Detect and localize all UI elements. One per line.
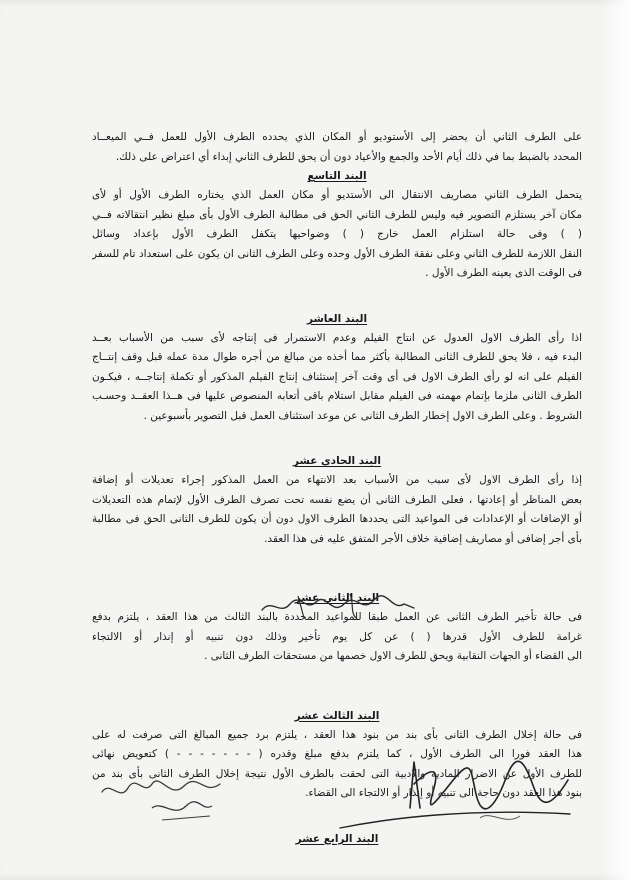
contract-text <box>92 128 582 849</box>
section-12-heading: البند الثانى عشر <box>294 592 380 604</box>
section-10-body <box>92 329 582 427</box>
section-10-heading: البند العاشر <box>306 312 368 325</box>
opening-paragraph <box>92 128 582 167</box>
text-line: النقل اللازمة للطرف الثاني وعلى نفقة الطرف الأول وحده وعلى الطرف الثانى ان يكون على استعداد تام للسفر <box>92 247 582 260</box>
text-line: المحدد بالضبط بما في ذلك أيام الأحد والجمع والأعياد دون أن يحق للطرف الثاني إبداء أي اعتراض على ذلك. <box>115 150 582 163</box>
text-line: فى الوقت الذى يعينه الطرف الأول . <box>425 267 582 279</box>
section-11-body <box>92 471 582 549</box>
text-line: فى حالة إخلال الطرف الثانى بأى بند من بنود هذا العقد ، يلتزم برد جميع المبالغ التى صرفت له على <box>92 728 582 741</box>
text-line: مكان آخر يستلزم التصوير فيه وليس للطرف الثاني الحق فى مطالبة الطرف الأول بأى مبلغ نظير انتقالاته فــي <box>92 208 582 221</box>
text-line: بعض المناظر أو إعادتها ، فعلى الطرف الثانى أن يضع نفسه تحت تصرف الطرف الأول لإتمام هذه التعديلات <box>92 493 582 506</box>
text-line: الى القضاء أو الجهات النقابية ويحق للطرف الاول خصمها من مستحقات الطرف الثانى . <box>204 650 582 662</box>
text-line: هذا العقد فورا الى الطرف الأول ، كما يلتزم بدفع مبلغ وقدره ( - - - - - - - ) كتعويض نهائى <box>92 748 582 760</box>
section-11-heading: البند الحادى عشر <box>293 455 381 467</box>
text-line: إذا رأى الطرف الاول لأى سبب من الأسباب بعد الانتهاء من العمل المذكور إجراء تعديلات أو إضافة <box>92 474 582 486</box>
text-line: اذا رأى الطرف الاول العدول عن انتاج الفيلم وعدم الاستمرار فى إنتاجه لأى سبب من الأسباب بعــد <box>92 331 582 344</box>
section-13-heading: البند الثالث عشر <box>294 709 380 722</box>
text-line: فى حالة تأخير الطرف الثانى عن العمل طبقا للمواعيد المحددة بالبند الثالث من هذا العقد ، يلتزم بدفع <box>92 611 582 623</box>
text-line: ( ) وفى حالة استلزام العمل خارج ( ) وضواحيها يتكفل الطرف الأول بإعداد وسائل <box>92 228 582 240</box>
handwritten-amount <box>258 590 418 624</box>
text-line: غرامة للطرف الأول قدرها ( ) عن كل يوم تأخير وذلك دون تنبيه أو إنذار أو الالتجاء <box>92 630 582 643</box>
text-line: على الطرف الثاني أن يحضر إلى الأستوديو أو المكان الذي يحدده الطرف الأول للعمل فــي الميعــاد <box>92 131 582 143</box>
section-9-body <box>92 186 582 284</box>
text-line: بأى أجر إضافى أو مصاريف إضافية خلاف الأجر المتفق عليه فى هذا العقد. <box>264 532 582 545</box>
section-13-body <box>92 726 582 804</box>
text-line: يتحمل الطرف الثاني مصاريف الانتقال الى الأستديو أو مكان العمل الذي يختاره الطرف الأول أو لأى <box>92 189 582 201</box>
section-14-heading: البند الرابع عشر <box>295 832 379 845</box>
section-9-heading: البند التاسع <box>307 170 367 182</box>
text-line: الطرف الثانى ملزما بإتمام مهمته فى الفيلم مقابل استلام باقى أتعابه المنصوص عليها فى هــذا العقــد وحسـب <box>92 390 582 402</box>
text-line: للطرف الأول عن الاضرار المادية والادبية التى لحقت بالطرف الأول نتيجة إخلال الطرف الثانى بأى بند من <box>92 767 582 780</box>
text-line: الفيلم على انه لو رأى الطرف الاول فى أى وقت آخر إستئناف إنتاج الفيلم المذكور أو تكملة إنتاجــه ، فيكـون <box>92 370 582 383</box>
text-line: البدء فيه ، فلا يحق للطرف الثانى المطالبة بأكثر مما أخذه من مبالغ من أجره طوال مدة عمله قبل وقف إنتــاج <box>92 351 582 363</box>
text-line: أو الإضافات أو الإعدادات فى المواعيد التى يحددها الطرف الاول دون أن يكون للطرف الثانى الحق فى مطالبة <box>92 513 582 525</box>
text-line: الشروط . وعلى الطرف الاول إخطار الطرف الثانى عن موعد استئناف العمل قبل التصوير بأسبوعين . <box>143 409 582 422</box>
text-line: بنود هذا العقد دون حاجة الى تنبيه أو إنذار أو الالتجاء الى القضاء. <box>305 787 582 799</box>
